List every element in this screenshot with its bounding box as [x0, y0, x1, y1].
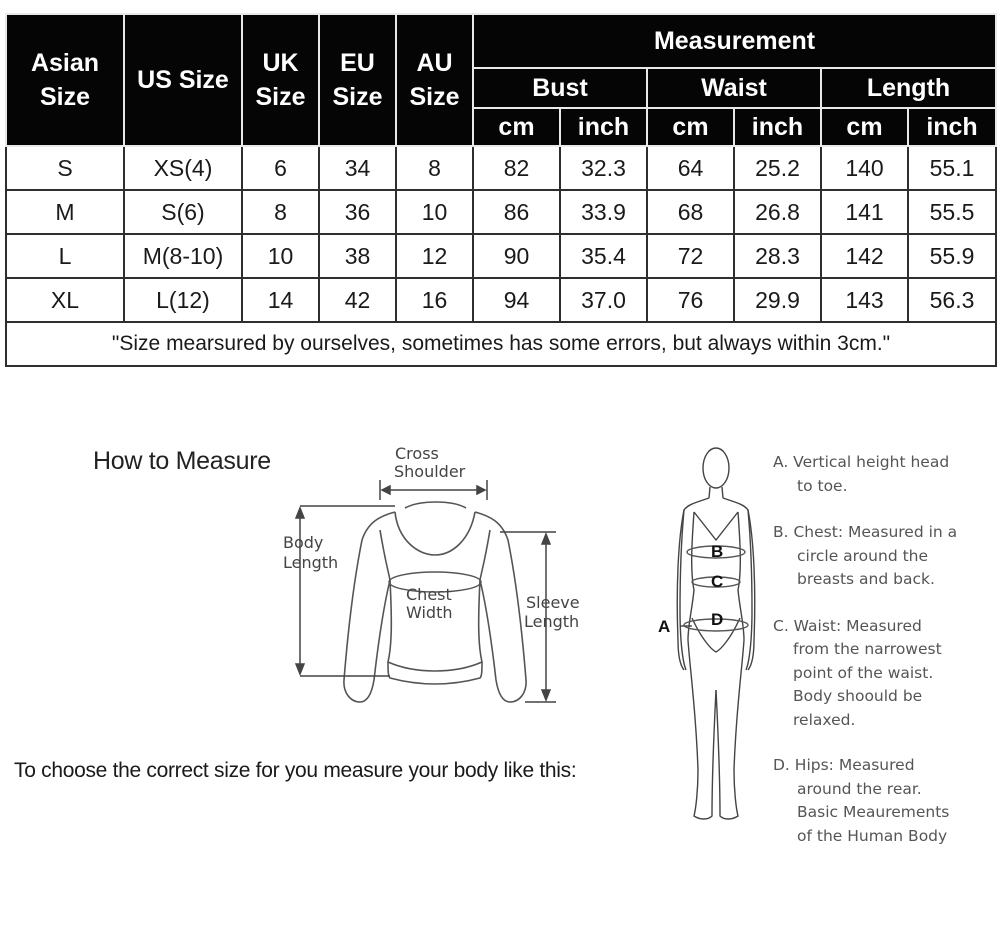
cell: 28.3: [734, 234, 821, 278]
human-body-diagram: [650, 440, 770, 830]
header-bust-cm: cm: [473, 108, 560, 146]
how-to-measure-title: How to Measure: [93, 447, 271, 475]
cell: 33.9: [560, 190, 647, 234]
body-letter-d: D: [711, 610, 724, 629]
cell: 55.9: [908, 234, 996, 278]
header-au-size: AU Size: [396, 14, 473, 146]
cell: 82: [473, 146, 560, 190]
cell: 94: [473, 278, 560, 322]
header-bust-inch: inch: [560, 108, 647, 146]
body-letter-b: B: [711, 542, 724, 561]
cell: 142: [821, 234, 908, 278]
cell: 10: [242, 234, 319, 278]
legend-item-b: B. Chest: Measured in a circle around the breasts and back.: [773, 523, 958, 588]
cell: L(12): [124, 278, 242, 322]
cell: 55.5: [908, 190, 996, 234]
garment-diagram: [270, 430, 600, 720]
cell: 8: [242, 190, 319, 234]
cell: 12: [396, 234, 473, 278]
cell: M: [6, 190, 124, 234]
body-length-label-2: Length: [283, 553, 339, 572]
cell: 36: [319, 190, 396, 234]
header-measurement: Measurement: [473, 14, 996, 68]
cell: 42: [319, 278, 396, 322]
cell: M(8-10): [124, 234, 242, 278]
cell: 26.8: [734, 190, 821, 234]
header-length-inch: inch: [908, 108, 996, 146]
cell: 90: [473, 234, 560, 278]
cell: 8: [396, 146, 473, 190]
header-asian-size: Asian Size: [6, 14, 124, 146]
legend-item-d: D. Hips: Measured around the rear. Basic Meaurements of the Human Body: [773, 756, 950, 845]
header-length-cm: cm: [821, 108, 908, 146]
cell: 25.2: [734, 146, 821, 190]
table-note-row: [6, 322, 996, 366]
cell: 38: [319, 234, 396, 278]
header-uk-size: UK Size: [242, 14, 319, 146]
cell: 32.3: [560, 146, 647, 190]
cell: 141: [821, 190, 908, 234]
human-body-outline-icon: [677, 448, 755, 819]
header-length: Length: [821, 68, 996, 108]
size-note: "Size mearsured by ourselves, sometimes has some errors, but always within 3cm.": [6, 322, 996, 366]
size-table-body: [6, 146, 996, 366]
chest-width-label-2: Width: [406, 603, 453, 622]
header-us-size: US Size: [124, 14, 242, 146]
cell: 6: [242, 146, 319, 190]
cross-shoulder-arrow-icon: [380, 480, 487, 500]
header-eu-size: EU Size: [319, 14, 396, 146]
cell: 29.9: [734, 278, 821, 322]
cell: S: [6, 146, 124, 190]
cell: 14: [242, 278, 319, 322]
cell: 56.3: [908, 278, 996, 322]
body-length-label-1: Body: [283, 533, 324, 552]
table-row: [6, 190, 996, 234]
cell: 35.4: [560, 234, 647, 278]
cell: 64: [647, 146, 734, 190]
cell: 55.1: [908, 146, 996, 190]
cell: 140: [821, 146, 908, 190]
cell: 76: [647, 278, 734, 322]
legend-item-c: C. Waist: Measured from the narrowest point of the waist. Body shoould be relaxed.: [773, 616, 942, 729]
cell: 143: [821, 278, 908, 322]
header-waist: Waist: [647, 68, 821, 108]
cell: 37.0: [560, 278, 647, 322]
cell: 86: [473, 190, 560, 234]
table-row: [6, 146, 996, 190]
cell: 10: [396, 190, 473, 234]
cell: XS(4): [124, 146, 242, 190]
sleeve-length-label-1: Sleeve: [526, 593, 580, 612]
cell: 16: [396, 278, 473, 322]
body-letter-c: C: [711, 572, 724, 591]
legend-item-a: A. Vertical height head to toe.: [773, 453, 950, 495]
cell: S(6): [124, 190, 242, 234]
sleeve-length-label-2: Length: [524, 612, 580, 631]
cell: 72: [647, 234, 734, 278]
table-row: [6, 278, 996, 322]
measurement-legend: [773, 451, 998, 871]
cross-shoulder-label-2: Shoulder: [394, 462, 466, 481]
cell: 68: [647, 190, 734, 234]
choose-size-instruction: To choose the correct size for you measure your body like this:: [14, 759, 577, 782]
size-chart-table: [5, 13, 997, 367]
cell: 34: [319, 146, 396, 190]
cross-shoulder-label-1: Cross: [395, 444, 439, 463]
cell: XL: [6, 278, 124, 322]
header-bust: Bust: [473, 68, 647, 108]
header-waist-cm: cm: [647, 108, 734, 146]
body-letter-a: A: [658, 617, 671, 636]
table-row: [6, 234, 996, 278]
header-waist-inch: inch: [734, 108, 821, 146]
chest-width-label-1: Chest: [406, 585, 452, 604]
cell: L: [6, 234, 124, 278]
